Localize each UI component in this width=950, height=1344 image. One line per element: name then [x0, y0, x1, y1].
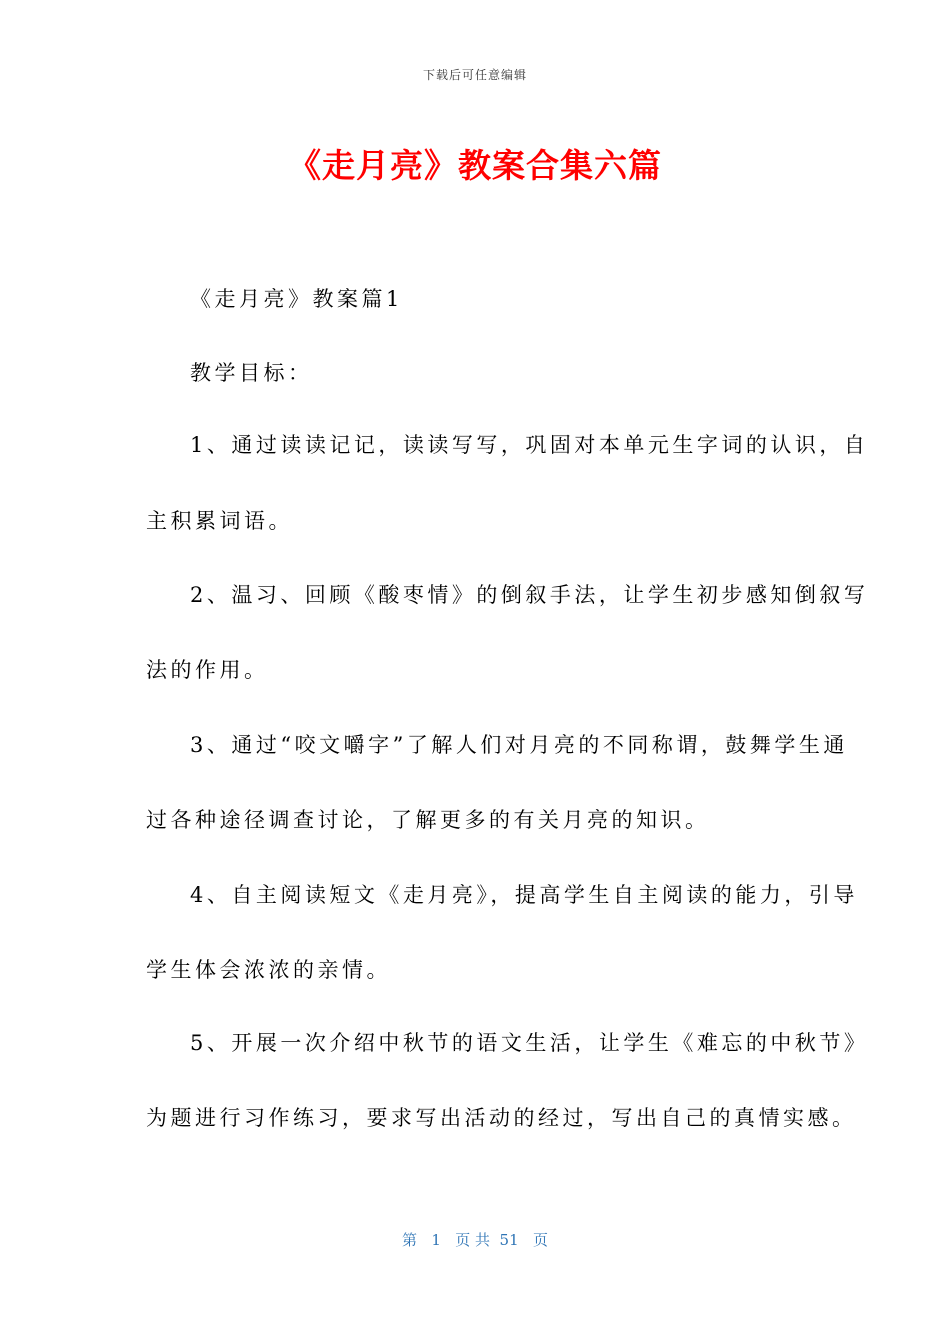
footer-page-prefix: 第: [402, 1231, 418, 1249]
paragraph-5-line-1: 5、开展一次介绍中秋节的语文生活，让学生《难忘的中秋节》: [190, 1031, 869, 1055]
footer-total-pages: 51: [499, 1231, 519, 1249]
paragraph-3-line-1: 3、通过“咬文嚼字”了解人们对月亮的不同称谓，鼓舞学生通: [190, 733, 848, 757]
footer-page-number: 1: [431, 1231, 441, 1249]
paragraph-1-line-1: 1、通过读读记记，读读写写，巩固对本单元生字词的认识，自: [190, 433, 869, 457]
paragraph-5-line-2: 为题进行习作练习，要求写出活动的经过，写出自己的真情实感。: [146, 1106, 857, 1130]
paragraph-2-line-1: 2、温习、回顾《酸枣情》的倒叙手法，让学生初步感知倒叙写: [190, 583, 869, 607]
header-note: 下载后可任意编辑: [422, 68, 527, 82]
footer-page-suffix: 页: [532, 1231, 548, 1249]
page-footer: [0, 1229, 950, 1250]
objectives-label: 教学目标：: [190, 361, 313, 385]
document-title: 《走月亮》教案合集六篇: [288, 146, 662, 185]
paragraph-1-line-2: 主积累词语。: [146, 509, 293, 533]
section-heading: 《走月亮》教案篇1: [190, 287, 403, 311]
paragraph-3-line-2: 过各种途径调查讨论，了解更多的有关月亮的知识。: [146, 808, 710, 832]
paragraph-4-line-1: 4、自主阅读短文《走月亮》，提高学生自主阅读的能力，引导: [190, 883, 858, 907]
footer-page-mid: 页 共: [455, 1231, 490, 1249]
paragraph-2-line-2: 法的作用。: [146, 658, 269, 682]
paragraph-4-line-2: 学生体会浓浓的亲情。: [146, 958, 391, 982]
